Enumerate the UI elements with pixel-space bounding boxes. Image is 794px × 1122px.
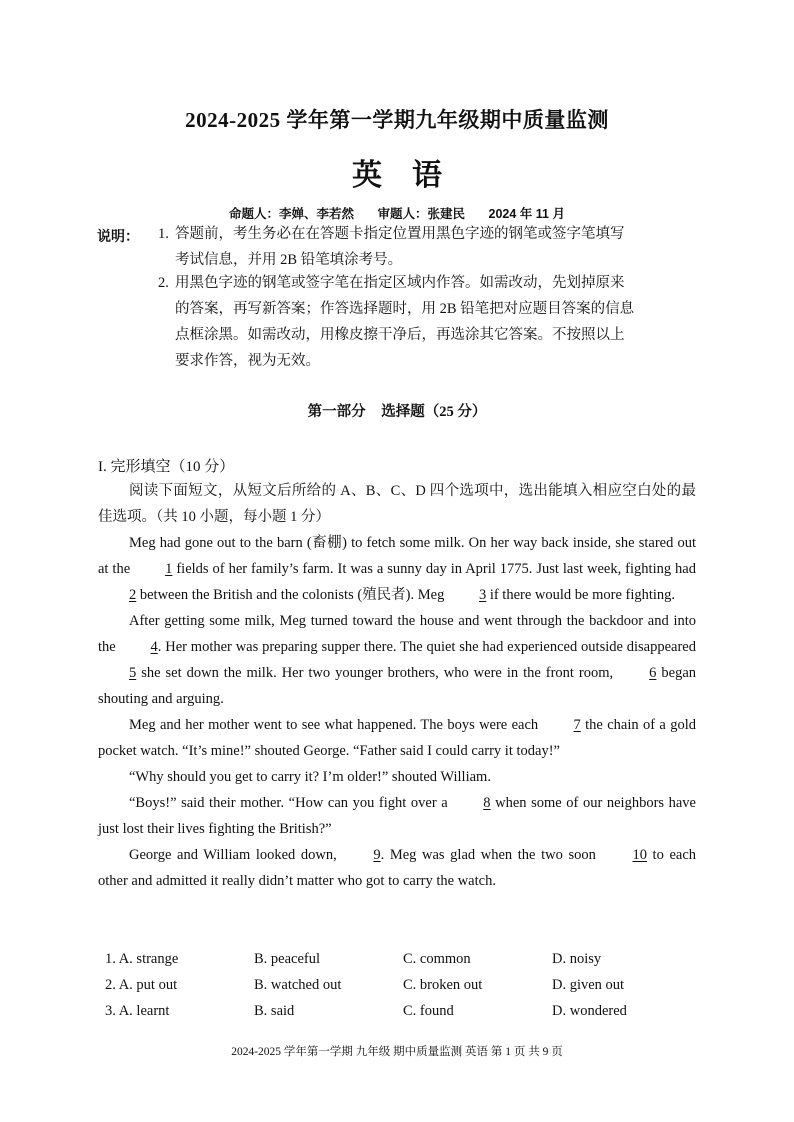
option: B. peaceful [254, 951, 321, 967]
question-options-3 [105, 998, 705, 1024]
instruction-item-1 [158, 221, 678, 273]
passage-paragraph-5: “Boys!” said their mother. “How can you fight over a 8 when some of our neighbors have just lost their lives fighting the British?” [98, 790, 696, 842]
blank-8: 8 [483, 795, 491, 811]
instruction-line: 答题前，考生务必在在答题卡指定位置用黑色字迹的钢笔或签字笔填写 [175, 226, 625, 242]
blank-1: 1 [165, 561, 173, 577]
page-footer: 2024-2025 学年第一学期 九年级 期中质量监测 英语 第 1 页 共 9 页 [231, 1046, 563, 1058]
instruction-line: 考试信息，并用 2B 铅笔填涂考号。 [175, 252, 403, 268]
option: D. wondered [552, 1003, 627, 1019]
exam-title: 2024-2025 学年第一学期九年级期中质量监测 [185, 108, 609, 132]
blank-9: 9 [373, 847, 381, 863]
option: B. said [254, 1003, 295, 1019]
option: D. given out [552, 977, 625, 993]
option: C. common [403, 951, 471, 967]
option: 1. A. strange [105, 951, 179, 967]
instruction-line: 要求作答，视为无效。 [175, 353, 320, 369]
instruction-line: 的答案，再写新答案；作答选择题时，用 2B 铅笔把对应题目答案的信息 [175, 301, 635, 317]
passage-paragraph-2: After getting some milk, Meg turned toward the house and went through the backdoor and into the 4. Her mother was preparing supper there. The quiet she had experienced outside disappeared 5 she set down the milk. Her two younger brothers, who were in the front room, 6 began shouting and arguing. [98, 613, 697, 707]
instruction-number: 1. [158, 226, 169, 242]
blank-5: 5 [129, 665, 137, 681]
section-name: 选择题（25 分） [381, 404, 487, 420]
cloze-directions [98, 478, 696, 530]
instruction-number: 2. [158, 275, 169, 291]
instruction-line: 点框涂黑。如需改动，用橡皮擦干净后，再选涂其它答案。不按照以上 [175, 327, 625, 343]
answer-options [105, 946, 705, 1024]
cloze-heading: I. 完形填空（10 分） [98, 459, 235, 475]
blank-3: 3 [478, 587, 487, 603]
option: D. noisy [552, 951, 602, 967]
option: B. watched out [254, 977, 342, 993]
passage-paragraph-4: “Why should you get to carry it? I’m older!” shouted William. [129, 769, 491, 785]
section-part: 第一部分 [307, 404, 366, 420]
instruction-item-2 [158, 270, 678, 374]
question-options-2 [105, 972, 705, 998]
cloze-passage [98, 530, 696, 894]
blank-2: 2 [129, 587, 137, 603]
blank-6: 6 [649, 665, 657, 681]
passage-paragraph-6: George and William looked down, 9. Meg was glad when the two soon 10 to each other and admitted it really didn’t matter who got to carry the watch. [98, 842, 696, 894]
instructions-label: 说明： [97, 230, 139, 245]
passage-paragraph-3: Meg and her mother went to see what happened. The boys were each 7 the chain of a gold pocket watch. “It’s mine!” shouted George. “Father said I could carry it today!” [98, 712, 696, 764]
exam-date: 2024 年 11 月 [488, 207, 565, 221]
question-options-1 [105, 946, 705, 972]
exam-meta [0, 204, 794, 222]
passage-paragraph-1: Meg had gone out to the barn (畜棚) to fetch some milk. On her way back inside, she stared out at the 1 fields of her family’s farm. It was a sunny day in April 1775. Just last week, fighting had 2 between the British and the colonists (殖民者). Meg 3 if there would be more fighting. [98, 530, 696, 608]
option: C. broken out [403, 977, 483, 993]
section-heading [0, 400, 794, 421]
blank-4: 4 [150, 639, 158, 655]
setter: 命题人：李婵、李若然 [229, 207, 355, 221]
instruction-line: 用黑色字迹的钢笔或签字笔在指定区域内作答。如需改动，先划掉原来 [175, 275, 625, 291]
directions-text: 阅读下面短文，从短文后所给的 A、B、C、D 四个选项中，选出能填入相应空白处的最佳选项。（共 10 小题，每小题 1 分） [98, 483, 696, 525]
blank-7: 7 [573, 717, 581, 733]
blank-10: 10 [632, 847, 647, 863]
option: 2. A. put out [105, 977, 178, 993]
reviewer: 审题人：张建民 [377, 207, 466, 221]
subject-title: 英语 [352, 159, 472, 192]
option: C. found [403, 1003, 454, 1019]
option: 3. A. learnt [105, 1003, 170, 1019]
